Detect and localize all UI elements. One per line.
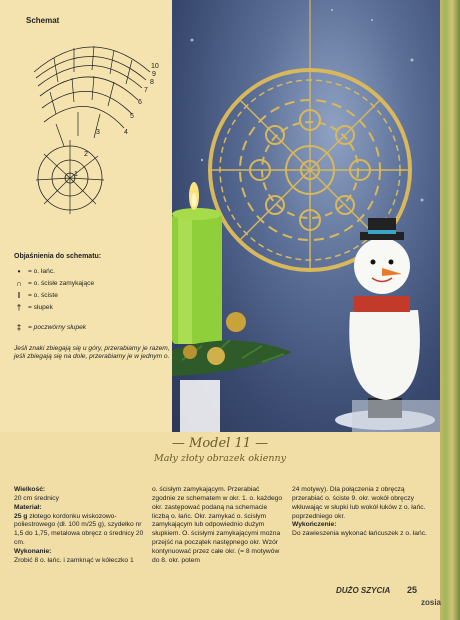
row-number: 9: [152, 71, 156, 78]
size-label: Wielkość:: [14, 486, 46, 493]
row-number: 2: [84, 151, 88, 158]
row-number: 10: [151, 63, 159, 70]
instructions-label: Wykonanie:: [14, 547, 52, 555]
finishing-text: Do zawieszenia wykonać łańcuszek z o. łańc.: [292, 530, 427, 538]
text-column-2: [152, 486, 284, 566]
page-edge-strip: [440, 0, 460, 620]
finishing-label: Wykończenie:: [292, 521, 337, 529]
legend-text: = o. łańc.: [28, 267, 55, 275]
material-label: Materiał:: [14, 503, 42, 511]
instructions-text-3: 24 motywy). Dla połączenia z obręczą przerabiać o. ściste 9. okr. wokół obręczy wkłuwając w słupki lub wokół łuków z o. łańc. poprzedniego okr.: [292, 486, 426, 520]
row-number: 8: [150, 79, 154, 86]
candle: [172, 182, 222, 344]
page-number: 25: [407, 585, 418, 595]
size-value: 20 cm średnicy: [14, 494, 59, 502]
model-subtitle: Mały złoty obrazek okienny: [153, 453, 287, 464]
legend-symbol: ∩: [16, 278, 22, 288]
vase: [180, 380, 220, 432]
instructions-text-1: Zrobić 8 o. łańc. i zamknąć w kółeczko 1: [14, 556, 134, 564]
legend-text: = poczwórny słupek: [28, 323, 87, 331]
legend-text: = o. ściste: [28, 291, 58, 299]
legend-item: [14, 291, 170, 301]
legend-symbol: •: [17, 266, 21, 276]
material-text: złotego kordonku wiskozowo-poliestrowego (dł. 100 m/25 g), szydełko nr 1,5 do 1,75, metalowa obręcz o średnicy 20 cm.: [14, 512, 144, 547]
legend-text: = o. ścisłe zamykające: [28, 279, 95, 287]
legend-note: Jeśli znaki zbiegają się u góry, przerabiamy je razem, jeśli zbiegają się na dole, przerabiamy je w jednym o.: [14, 344, 170, 361]
legend-symbol: I: [17, 290, 21, 300]
snowman: [335, 218, 435, 430]
row-number: 6: [138, 99, 142, 106]
row-number: 4: [124, 129, 128, 136]
legend-item: [14, 279, 170, 289]
legend-item: [14, 323, 170, 333]
text-column-1: [14, 486, 146, 566]
text-column-3: [292, 486, 432, 539]
model-title: — Model 11 —: [171, 436, 269, 451]
photo-lace-ornament: [172, 0, 440, 432]
legend-symbol: †: [16, 302, 22, 312]
model-heading: [0, 436, 440, 464]
crochet-diagram: [14, 28, 174, 228]
diagram-title: Schemat: [26, 16, 60, 25]
diagram-arc-4: [40, 77, 138, 100]
row-number: 7: [144, 87, 148, 94]
diagram-arc-5: [42, 91, 132, 114]
photo-illustration: [172, 0, 440, 432]
row-number: 3: [96, 129, 100, 136]
left-column: [0, 0, 172, 432]
material-amount: 25 g: [14, 512, 28, 520]
legend-symbol: ‡: [16, 322, 22, 332]
watermark: zosia: [421, 598, 442, 607]
legend-item: [14, 303, 170, 313]
row-number: 1: [74, 171, 78, 178]
row-number: 5: [130, 113, 134, 120]
instructions-text-2: o. ścisłym zamykającym. Przerabiać zgodnie ze schematem w okr. 1. o. każdego okr. zastępować podaną na schemacie liczbą o. łańc. Okr. zamykać o. ścisłym zamykającym lub odpowiednio dużym słupkiem. O. ścisłymi zamykającymi można przejść na początek następnego okr. Wzór kontynuować przez całe okr. (= 8 motywów do 8. okr. potem: [152, 486, 283, 564]
window-sill: [352, 400, 440, 432]
legend-text: = słupek: [28, 303, 53, 311]
legend-item: [14, 267, 170, 277]
legend-title: Objaśnienia do schematu:: [14, 253, 102, 260]
legend: [14, 253, 170, 362]
magazine-brand: DUŻO SZYCIA: [336, 586, 391, 595]
